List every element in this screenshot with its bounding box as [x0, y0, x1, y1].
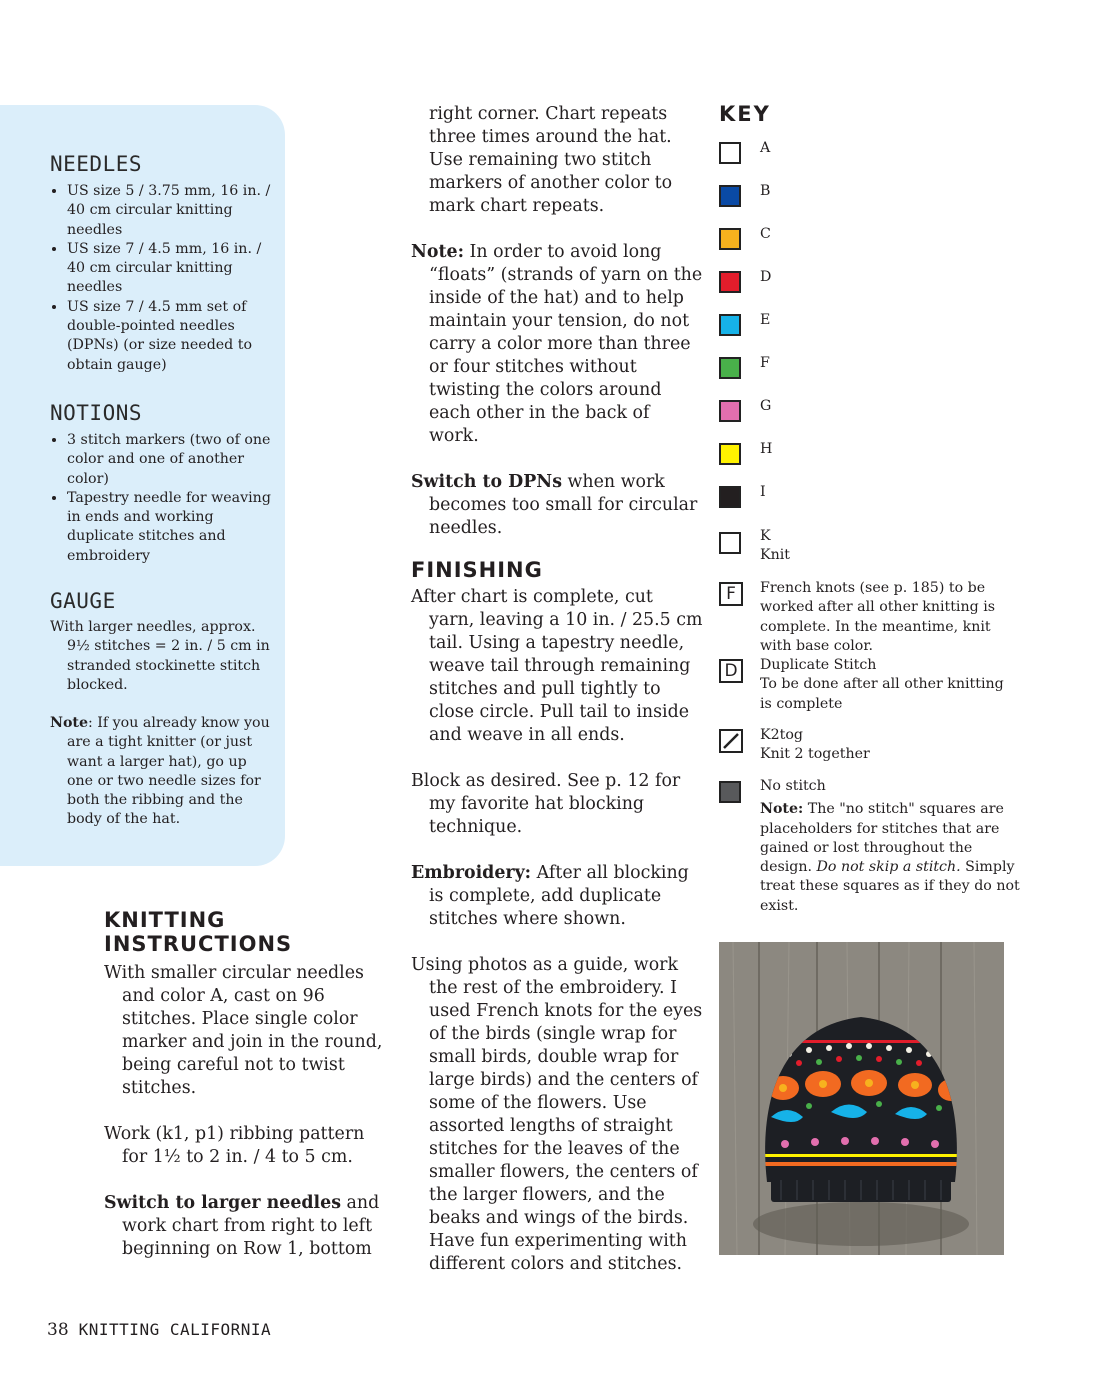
floats-note-paragraph	[411, 241, 703, 448]
dpn-bold: Switch to DPNs	[411, 472, 562, 492]
color-label-g: G	[760, 398, 772, 414]
color-swatch-i	[719, 486, 741, 508]
cast-on-paragraph: With smaller circular needles and color A, cast on 96 stitches. Place single color marker and join in the round, being careful not to twist stitches.	[104, 963, 383, 1098]
duplicate-stitch-entry	[760, 656, 1020, 714]
duplicate-stitch-title: Duplicate Stitch	[760, 657, 877, 673]
blocking-paragraph: Block as desired. See p. 12 for my favorite hat blocking technique.	[411, 771, 681, 837]
sidebar-note-label: Note	[50, 715, 89, 731]
color-label-d: D	[760, 269, 772, 285]
gauge-text: With larger needles, approx. 9½ stitches = 2 in. / 5 cm in stranded stockinette stitch blocked.	[50, 619, 270, 693]
finishing-paragraph: After chart is complete, cut yarn, leaving a 10 in. / 25.5 cm tail. Using a tapestry needle, weave tail through remaining stitches and pull tightly to close circle. Pull tail to inside and weave in all ends.	[411, 587, 703, 745]
instructions-heading-line2: INSTRUCTIONS	[104, 932, 293, 956]
embroidery-text: After all blocking is complete, add duplicate stitches where shown.	[429, 863, 689, 929]
color-swatch-b	[719, 185, 741, 207]
notions-item: • Tapestry needle for weaving in ends and working duplicate stitches and embroidery	[67, 489, 282, 566]
color-swatch-f	[719, 357, 741, 379]
hat-photo	[719, 942, 1004, 1255]
embroidery-paragraph	[411, 862, 703, 931]
k2tog-icon	[719, 729, 743, 753]
middle-column	[411, 103, 703, 1276]
ribbing-paragraph: Work (k1, p1) ribbing pattern for 1½ to 2 in. / 4 to 5 cm.	[104, 1124, 365, 1167]
gauge-heading: GAUGE	[50, 589, 116, 613]
floats-note-label: Note:	[411, 242, 465, 262]
no-stitch-note-label: Note:	[760, 801, 804, 818]
needles-item: • US size 5 / 3.75 mm, 16 in. / 40 cm circular knitting needles	[67, 182, 282, 240]
k2tog-slash-icon	[721, 731, 741, 751]
book-title: KNITTING CALIFORNIA	[78, 1320, 272, 1339]
key-title: KEY	[719, 102, 771, 126]
floats-note-text: In order to avoid long “floats” (strands of yarn on the inside of the hat) and to help maintain your tension, do not carry a color more than three or four stitches without twisting the colors around each other in the back of work.	[429, 242, 703, 446]
color-swatch-c	[719, 228, 741, 250]
photos-guide-paragraph: Using photos as a guide, work the rest of the embroidery. I used French knots for the eyes of the birds (single wrap for small birds, double wrap for large birds) and the centers of some of the flowers. Use assorted lengths of straight stitches for the leaves of the smaller flowers, the centers of the larger flowers, and the beaks and wings of the birds. Have fun experimenting with different colors and stitches.	[411, 955, 703, 1274]
dpn-text: when work becomes too small for circular needles.	[429, 472, 698, 538]
french-knot-description: French knots (see p. 185) to be worked after all other knitting is complete. In the meantime, knit with base color.	[760, 580, 996, 654]
sidebar-note-text: : If you already know you are a tight knitter (or just want a larger hat), go up one or two needle sizes for both the ribbing and the body of the hat.	[67, 715, 270, 828]
color-label-f: F	[760, 355, 770, 371]
no-stitch-note-text: The "no stitch" squares are placeholders for stitches that are gained or lost throughout the design.	[760, 801, 1004, 876]
color-label-h: H	[760, 441, 773, 457]
knit-swatch	[719, 532, 741, 554]
k2tog-title: K2tog	[760, 727, 803, 743]
needles-item: • US size 7 / 4.5 mm, 16 in. / 40 cm circular knitting needles	[67, 240, 282, 298]
instructions-column	[104, 908, 394, 1261]
switch-needles-paragraph	[104, 1192, 394, 1261]
color-label-c: C	[760, 226, 771, 242]
notions-item: • 3 stitch markers (two of one color and one of another color)	[67, 431, 282, 489]
embroidery-bold: Embroidery:	[411, 863, 532, 883]
color-swatch-g	[719, 400, 741, 422]
color-swatch-e	[719, 314, 741, 336]
color-label-a: A	[760, 140, 771, 156]
instructions-heading-line1: KNITTING	[104, 908, 226, 932]
color-label-b: B	[760, 183, 771, 199]
knit-letter: K	[760, 528, 771, 544]
duplicate-stitch-icon: D	[719, 659, 743, 683]
chart-repeat-paragraph: right corner. Chart repeats three times around the hat. Use remaining two stitch markers of another color to mark chart repeats.	[429, 104, 673, 216]
color-swatch-h	[719, 443, 741, 465]
no-stitch-note-end: Simply treat these squares as if they do not exist.	[760, 859, 1020, 914]
color-swatch-a	[719, 142, 741, 164]
notions-heading: NOTIONS	[50, 401, 143, 425]
switch-needles-text: and work chart from right to left beginning on Row 1, bottom	[122, 1193, 380, 1259]
no-stitch-swatch	[719, 781, 741, 803]
duplicate-stitch-description: To be done after all other knitting is complete	[760, 676, 1004, 712]
needles-heading: NEEDLES	[50, 152, 143, 176]
switch-needles-bold: Switch to larger needles	[104, 1193, 342, 1213]
color-label-i: I	[760, 484, 766, 500]
instructions-heading	[104, 908, 394, 956]
notions-list	[50, 431, 282, 566]
knit-description: Knit	[760, 547, 790, 564]
page-footer	[47, 1320, 271, 1340]
k2tog-entry	[760, 726, 1020, 765]
needles-list	[50, 182, 282, 375]
no-stitch-entry	[760, 777, 1025, 916]
k2tog-description: Knit 2 together	[760, 746, 870, 763]
no-stitch-note	[760, 800, 1025, 916]
color-label-e: E	[760, 312, 771, 328]
sidebar-note	[50, 714, 277, 830]
page-number: 38	[47, 1320, 69, 1340]
finishing-heading: FINISHING	[411, 558, 543, 582]
color-swatch-d	[719, 271, 741, 293]
dpn-paragraph	[411, 471, 703, 540]
no-stitch-title: No stitch	[760, 778, 826, 794]
knit-label	[760, 527, 790, 566]
no-stitch-note-italic: Do not skip a stitch.	[816, 859, 961, 876]
hat-photo-illustration	[719, 942, 1004, 1255]
needles-item: • US size 7 / 4.5 mm set of double-pointed needles (DPNs) (or size needed to obtain gauge)	[67, 298, 282, 375]
french-knot-icon: F	[719, 582, 743, 606]
